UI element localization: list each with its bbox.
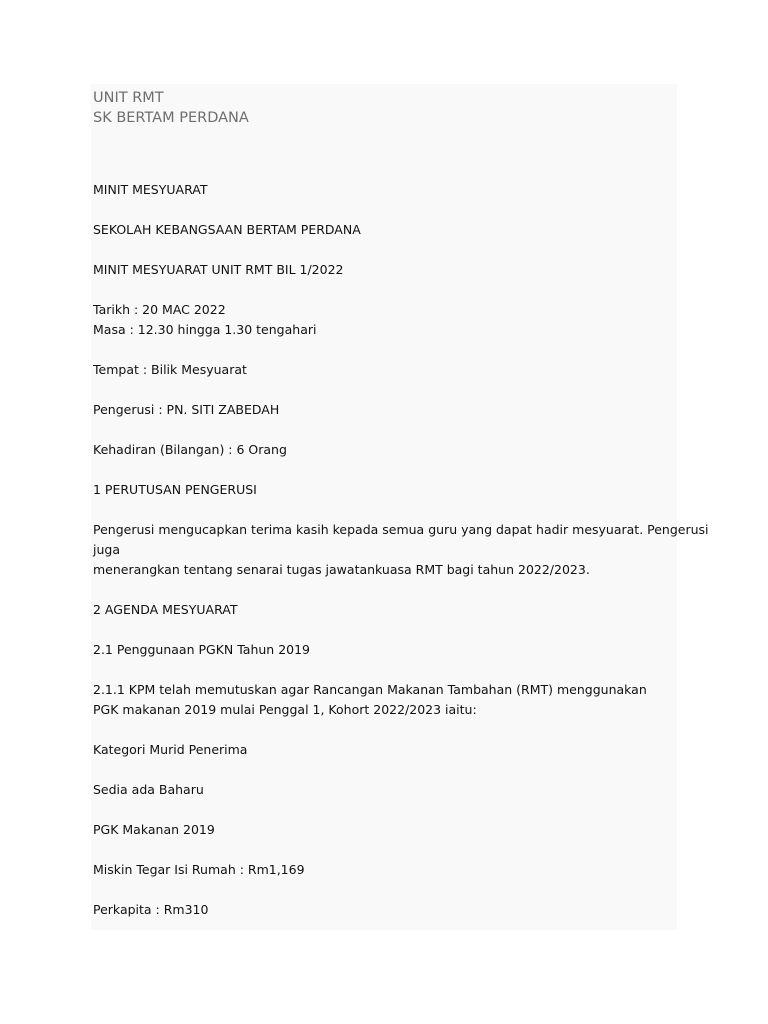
doc-chair: Pengerusi : PN. SITI ZABEDAH bbox=[93, 402, 280, 417]
header-unit: UNIT RMT bbox=[93, 90, 164, 106]
doc-place: Tempat : Bilik Mesyuarat bbox=[93, 362, 247, 377]
document-header bbox=[93, 88, 249, 128]
document-body bbox=[93, 180, 709, 920]
section2-1-1-line2: PGK makanan 2019 mulai Penggal 1, Kohort 2022/2023 iaitu: bbox=[93, 702, 477, 717]
section1-heading: 1 PERUTUSAN PENGERUSI bbox=[93, 482, 257, 497]
hardcore-poor-line: Miskin Tegar Isi Rumah : Rm1,169 bbox=[93, 862, 305, 877]
category-heading: Kategori Murid Penerima bbox=[93, 742, 248, 757]
section1-paragraph-line1: Pengerusi mengucapkan terima kasih kepada semua guru yang dapat hadir mesyuarat. Pengerusi bbox=[93, 522, 709, 537]
doc-time: Masa : 12.30 hingga 1.30 tengahari bbox=[93, 322, 317, 337]
doc-date: Tarikh : 20 MAC 2022 bbox=[93, 302, 226, 317]
doc-school: SEKOLAH KEBANGSAAN BERTAM PERDANA bbox=[93, 222, 361, 237]
pgk-food-label: PGK Makanan 2019 bbox=[93, 822, 215, 837]
section1-paragraph-line3: menerangkan tentang senarai tugas jawatankuasa RMT bagi tahun 2022/2023. bbox=[93, 562, 590, 577]
section2-1-heading: 2.1 Penggunaan PGKN Tahun 2019 bbox=[93, 642, 311, 657]
doc-meeting-ref: MINIT MESYUARAT UNIT RMT BIL 1/2022 bbox=[93, 262, 344, 277]
section1-paragraph-line2: juga bbox=[93, 542, 120, 557]
section2-heading: 2 AGENDA MESYUARAT bbox=[93, 602, 238, 617]
doc-attendance: Kehadiran (Bilangan) : 6 Orang bbox=[93, 442, 287, 457]
existing-new-label: Sedia ada Baharu bbox=[93, 782, 204, 797]
section2-1-1-line1: 2.1.1 KPM telah memutuskan agar Rancangan Makanan Tambahan (RMT) menggunakan bbox=[93, 682, 647, 697]
doc-title: MINIT MESYUARAT bbox=[93, 182, 208, 197]
header-school: SK BERTAM PERDANA bbox=[93, 110, 249, 126]
per-capita-line: Perkapita : Rm310 bbox=[93, 902, 209, 917]
